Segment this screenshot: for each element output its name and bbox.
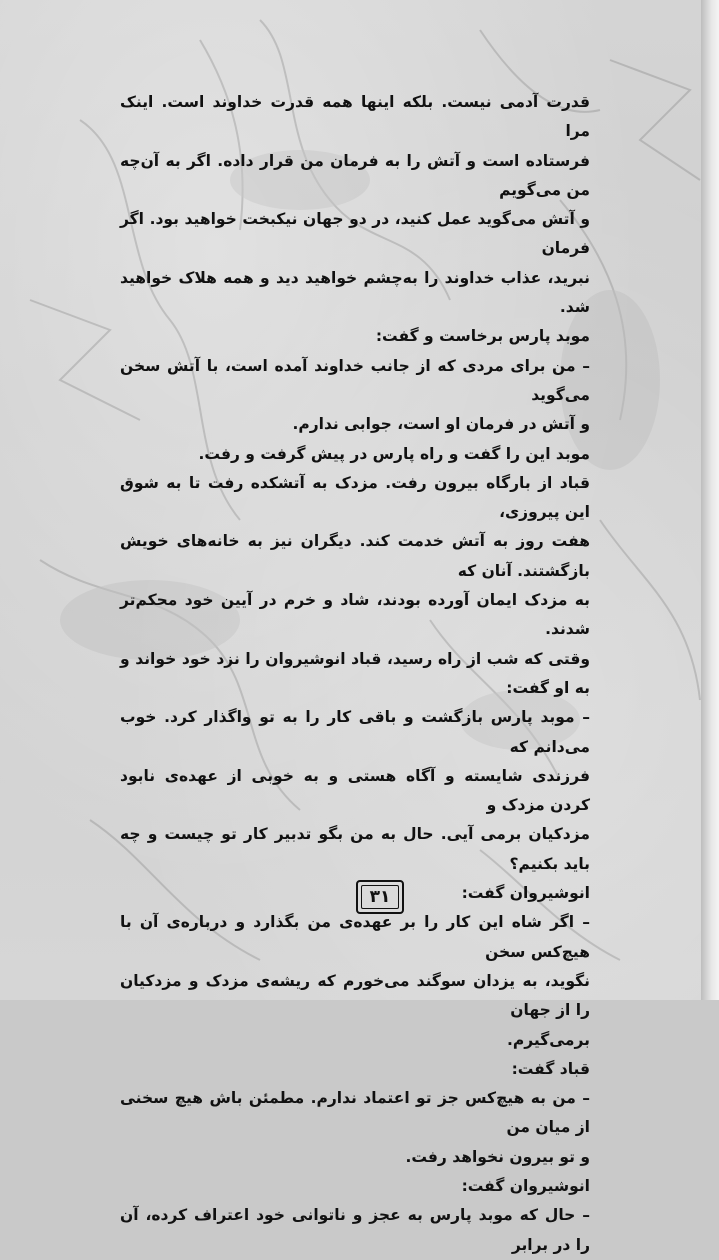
text-line: – حال که موبد پارس به عجز و ناتوانی خود اعتراف کرده، آن را در برابر <box>120 1206 590 1254</box>
text-line: نبرید، عذاب خداوند را به‌چشم خواهید دید و همه هلاک خواهید شد. <box>120 268 590 317</box>
page-number: ۳۱ <box>369 887 391 907</box>
text-line: برمی‌گیرم. <box>507 1030 590 1049</box>
text-line: هفت روز به آتش خدمت کند. دیگران نیز به خانه‌های خویش بازگشتند. آنان که <box>120 532 590 580</box>
text-line: وقتی که شب از راه رسید، قباد انوشیروان را نزد خود خواند و به او گفت: <box>120 649 590 697</box>
text-line: مزدکیان برمی آیی. حال به من بگو تدبیر کار تو چیست و چه باید بکنیم؟ <box>120 825 590 873</box>
text-line: موبد این را گفت و راه پارس در پیش گرفت و رفت. <box>198 444 590 463</box>
text-line: – من برای مردی که از جانب خداوند آمده است، با آتش سخن می‌گوید <box>120 356 590 404</box>
text-line: فرزندی شایسته و آگاه هستی و به خوبی از عهده‌ی نابود کردن مزدک و <box>120 766 590 815</box>
text-line: قباد گفت: <box>511 1059 590 1078</box>
text-line: انوشیروان گفت: <box>461 884 590 903</box>
page-edge-shadow <box>701 0 719 1000</box>
text-line: و تو بیرون نخواهد رفت. <box>405 1147 590 1166</box>
text-line: قباد از بارگاه بیرون رفت. مزدک به آتشکده رفت تا به شوق این پیروزی، <box>120 473 590 522</box>
text-line: فرستاده است و آتش را به فرمان من قرار داده. اگر به آن‌چه من می‌گویم <box>120 151 590 199</box>
text-line: و آتش در فرمان او است، جوابی ندارم. <box>292 415 590 434</box>
text-line: نگوید، به یزدان سوگند می‌خورم که ریشه‌ی مزدک و مزدکیان را از جهان <box>120 971 590 1020</box>
text-line: قدرت آدمی نیست. بلکه اینها همه قدرت خداوند است. اینک مرا <box>120 93 590 141</box>
text-line: موبد پارس برخاست و گفت: <box>375 327 590 346</box>
text-line: – اگر شاه این کار را بر عهده‌ی من بگذارد و درباره‌ی آن با هیچ‌کس سخن <box>120 913 590 961</box>
page-number-frame <box>356 880 404 914</box>
body-text <box>120 88 590 1260</box>
text-line: به مزدک ایمان آورده بودند، شاد و خرم در آیین خود محکم‌تر شدند. <box>120 591 590 639</box>
text-line: – موبد پارس بازگشت و باقی کار را به تو واگذار کرد. خوب می‌دانم که <box>120 708 590 756</box>
text-line: – من به هیچ‌کس جز تو اعتماد ندارم. مطمئن باش هیچ سخنی از میان من <box>120 1089 590 1137</box>
text-line: انوشیروان گفت: <box>461 1176 590 1195</box>
text-line: و آتش می‌گوید عمل کنید، در دو جهان نیکبخت خواهید بود. اگر فرمان <box>120 210 590 258</box>
